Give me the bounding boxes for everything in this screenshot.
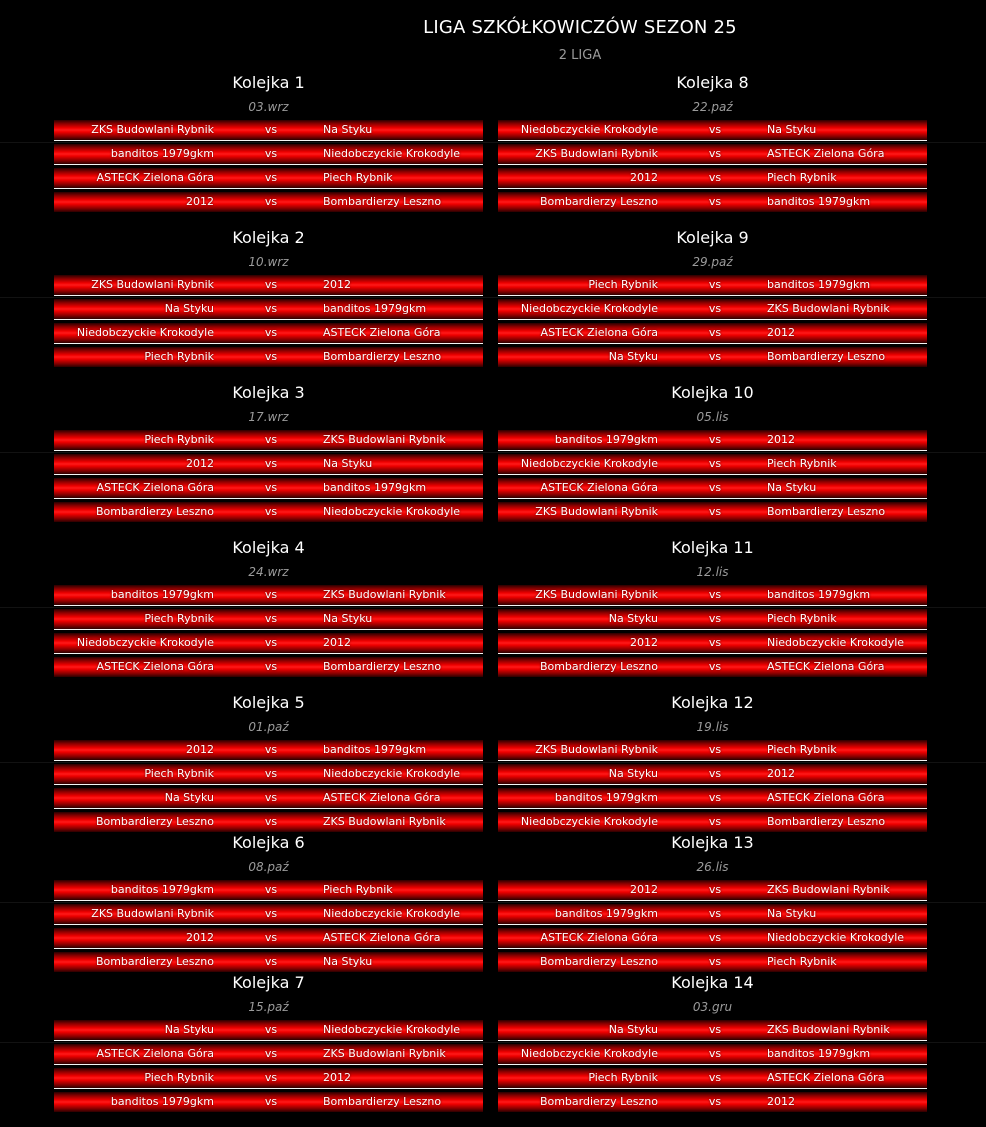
away-team: 2012	[767, 326, 795, 339]
round-block	[498, 380, 927, 525]
round-block	[54, 225, 483, 370]
vs-label: vs	[708, 791, 722, 804]
match-row	[498, 928, 927, 949]
vs-label: vs	[264, 147, 278, 160]
away-team: banditos 1979gkm	[767, 1047, 871, 1060]
match-row	[54, 633, 483, 654]
vs-label: vs	[264, 588, 278, 601]
vs-label: vs	[708, 457, 722, 470]
home-team: ASTECK Zielona Góra	[96, 660, 214, 673]
home-team: ASTECK Zielona Góra	[540, 326, 658, 339]
home-team: Bombardierzy Leszno	[95, 815, 214, 828]
vs-label: vs	[708, 955, 722, 968]
home-team: ASTECK Zielona Góra	[540, 481, 658, 494]
match-row	[54, 347, 483, 367]
round-block	[498, 225, 927, 370]
away-team: Niedobczyckie Krokodyle	[323, 1023, 461, 1036]
away-team: Bombardierzy Leszno	[767, 350, 886, 363]
home-team: Na Styku	[164, 1023, 214, 1036]
match-row	[54, 788, 483, 809]
away-team: Niedobczyckie Krokodyle	[323, 147, 461, 160]
match-row	[54, 454, 483, 475]
match-row	[54, 764, 483, 785]
match-row	[498, 1044, 927, 1065]
away-team: ASTECK Zielona Góra	[767, 1071, 885, 1084]
away-team: Bombardierzy Leszno	[323, 195, 442, 208]
vs-label: vs	[264, 1071, 278, 1084]
match-row	[54, 928, 483, 949]
home-team: ZKS Budowlani Rybnik	[91, 123, 214, 136]
match-row	[54, 120, 483, 141]
away-team: Piech Rybnik	[767, 457, 837, 470]
match-row	[54, 502, 483, 522]
home-team: ZKS Budowlani Rybnik	[91, 907, 214, 920]
round-date: 24.wrz	[248, 565, 289, 579]
vs-label: vs	[708, 883, 722, 896]
round-title: Kolejka 8	[676, 73, 749, 92]
away-team: Na Styku	[767, 123, 817, 136]
match-row	[498, 609, 927, 630]
match-row	[498, 1092, 927, 1112]
home-team: Piech Rybnik	[144, 433, 214, 446]
away-team: Na Styku	[767, 481, 817, 494]
match-row	[54, 168, 483, 189]
vs-label: vs	[264, 931, 278, 944]
home-team: Piech Rybnik	[588, 1071, 658, 1084]
match-row	[54, 952, 483, 972]
match-row	[54, 904, 483, 925]
vs-label: vs	[708, 1047, 722, 1060]
match-row	[54, 1020, 483, 1041]
vs-label: vs	[264, 660, 278, 673]
home-team: Na Styku	[608, 350, 658, 363]
vs-label: vs	[264, 1047, 278, 1060]
round-date: 22.paź	[692, 100, 733, 114]
vs-label: vs	[264, 636, 278, 649]
vs-label: vs	[264, 1095, 278, 1108]
away-team: 2012	[323, 636, 351, 649]
round-block	[54, 70, 483, 215]
vs-label: vs	[264, 278, 278, 291]
round-date: 15.paź	[248, 1000, 289, 1014]
home-team: Niedobczyckie Krokodyle	[76, 326, 214, 339]
away-team: Bombardierzy Leszno	[323, 350, 442, 363]
away-team: Bombardierzy Leszno	[767, 815, 886, 828]
away-team: Piech Rybnik	[767, 743, 837, 756]
away-team: Piech Rybnik	[323, 883, 393, 896]
vs-label: vs	[264, 302, 278, 315]
away-team: Piech Rybnik	[767, 171, 837, 184]
round-date: 01.paź	[248, 720, 289, 734]
match-row	[498, 192, 927, 212]
match-row	[54, 1068, 483, 1089]
vs-label: vs	[264, 350, 278, 363]
match-row	[54, 430, 483, 451]
vs-label: vs	[708, 931, 722, 944]
away-team: ASTECK Zielona Góra	[323, 931, 441, 944]
round-block	[498, 690, 927, 835]
away-team: banditos 1979gkm	[323, 743, 427, 756]
vs-label: vs	[708, 612, 722, 625]
vs-label: vs	[708, 302, 722, 315]
away-team: ASTECK Zielona Góra	[323, 791, 441, 804]
match-list	[54, 430, 483, 525]
vs-label: vs	[264, 767, 278, 780]
match-row	[54, 144, 483, 165]
home-team: ZKS Budowlani Rybnik	[91, 278, 214, 291]
vs-label: vs	[264, 481, 278, 494]
away-team: 2012	[767, 1095, 795, 1108]
home-team: banditos 1979gkm	[554, 791, 658, 804]
match-list	[498, 120, 927, 215]
round-title: Kolejka 6	[232, 833, 305, 852]
vs-label: vs	[264, 815, 278, 828]
away-team: ASTECK Zielona Góra	[767, 660, 885, 673]
away-team: Piech Rybnik	[767, 612, 837, 625]
away-team: Na Styku	[323, 123, 373, 136]
away-team: banditos 1979gkm	[767, 588, 871, 601]
match-row	[54, 299, 483, 320]
home-team: Piech Rybnik	[144, 767, 214, 780]
vs-label: vs	[708, 815, 722, 828]
vs-label: vs	[708, 636, 722, 649]
home-team: Bombardierzy Leszno	[95, 505, 214, 518]
match-row	[54, 1044, 483, 1065]
round-title: Kolejka 13	[671, 833, 754, 852]
round-date: 26.lis	[696, 860, 729, 874]
match-list	[498, 1020, 927, 1115]
vs-label: vs	[708, 433, 722, 446]
home-team: ASTECK Zielona Góra	[96, 171, 214, 184]
home-team: 2012	[630, 171, 658, 184]
vs-label: vs	[708, 278, 722, 291]
home-team: Bombardierzy Leszno	[539, 195, 658, 208]
round-title: Kolejka 2	[232, 228, 305, 247]
home-team: 2012	[630, 636, 658, 649]
home-team: ASTECK Zielona Góra	[96, 481, 214, 494]
away-team: Piech Rybnik	[323, 171, 393, 184]
away-team: Niedobczyckie Krokodyle	[767, 636, 905, 649]
match-row	[54, 740, 483, 761]
home-team: 2012	[186, 195, 214, 208]
away-team: Na Styku	[767, 907, 817, 920]
home-team: Bombardierzy Leszno	[539, 1095, 658, 1108]
away-team: 2012	[323, 278, 351, 291]
vs-label: vs	[708, 743, 722, 756]
match-row	[54, 657, 483, 677]
vs-label: vs	[264, 612, 278, 625]
away-team: 2012	[767, 433, 795, 446]
vs-label: vs	[264, 907, 278, 920]
round-date: 05.lis	[696, 410, 729, 424]
match-row	[498, 952, 927, 972]
round-title: Kolejka 5	[232, 693, 305, 712]
home-team: 2012	[186, 743, 214, 756]
away-team: Na Styku	[323, 955, 373, 968]
round-date: 03.wrz	[248, 100, 289, 114]
home-team: Piech Rybnik	[144, 612, 214, 625]
match-row	[498, 764, 927, 785]
away-team: 2012	[767, 767, 795, 780]
home-team: Bombardierzy Leszno	[539, 955, 658, 968]
match-row	[498, 144, 927, 165]
home-team: banditos 1979gkm	[110, 883, 214, 896]
home-team: ASTECK Zielona Góra	[540, 931, 658, 944]
match-row	[54, 585, 483, 606]
round-title: Kolejka 9	[676, 228, 749, 247]
away-team: ZKS Budowlani Rybnik	[323, 433, 446, 446]
match-row	[54, 1092, 483, 1112]
away-team: Na Styku	[323, 457, 373, 470]
away-team: ZKS Budowlani Rybnik	[323, 1047, 446, 1060]
match-list	[54, 120, 483, 215]
away-team: banditos 1979gkm	[323, 302, 427, 315]
match-row	[498, 880, 927, 901]
away-team: banditos 1979gkm	[767, 195, 871, 208]
away-team: Niedobczyckie Krokodyle	[767, 931, 905, 944]
round-block	[498, 535, 927, 680]
away-team: ZKS Budowlani Rybnik	[767, 883, 890, 896]
away-team: Niedobczyckie Krokodyle	[323, 907, 461, 920]
vs-label: vs	[264, 1023, 278, 1036]
away-team: Bombardierzy Leszno	[323, 660, 442, 673]
match-row	[54, 812, 483, 832]
page-title: LIGA SZKÓŁKOWICZÓW SEZON 25	[423, 17, 737, 38]
away-team: Na Styku	[323, 612, 373, 625]
match-list	[54, 740, 483, 835]
home-team: banditos 1979gkm	[110, 588, 214, 601]
match-row	[54, 609, 483, 630]
round-title: Kolejka 1	[232, 73, 305, 92]
home-team: banditos 1979gkm	[110, 147, 214, 160]
match-row	[498, 454, 927, 475]
match-row	[498, 740, 927, 761]
away-team: Niedobczyckie Krokodyle	[323, 505, 461, 518]
home-team: 2012	[630, 883, 658, 896]
vs-label: vs	[708, 1023, 722, 1036]
away-team: ASTECK Zielona Góra	[767, 147, 885, 160]
vs-label: vs	[708, 171, 722, 184]
vs-label: vs	[264, 326, 278, 339]
home-team: 2012	[186, 931, 214, 944]
away-team: ASTECK Zielona Góra	[323, 326, 441, 339]
home-team: Na Styku	[164, 791, 214, 804]
away-team: ASTECK Zielona Góra	[767, 791, 885, 804]
home-team: Niedobczyckie Krokodyle	[76, 636, 214, 649]
round-title: Kolejka 11	[671, 538, 754, 557]
match-list	[498, 740, 927, 835]
home-team: Na Styku	[164, 302, 214, 315]
home-team: Bombardierzy Leszno	[95, 955, 214, 968]
round-block	[498, 70, 927, 215]
home-team: Na Styku	[608, 1023, 658, 1036]
match-list	[54, 275, 483, 370]
vs-label: vs	[708, 588, 722, 601]
vs-label: vs	[708, 767, 722, 780]
round-block	[54, 690, 483, 835]
vs-label: vs	[708, 195, 722, 208]
vs-label: vs	[264, 457, 278, 470]
home-team: banditos 1979gkm	[110, 1095, 214, 1108]
home-team: Niedobczyckie Krokodyle	[520, 815, 658, 828]
away-team: Niedobczyckie Krokodyle	[323, 767, 461, 780]
round-title: Kolejka 4	[232, 538, 305, 557]
away-team: banditos 1979gkm	[323, 481, 427, 494]
home-team: 2012	[186, 457, 214, 470]
match-row	[54, 478, 483, 499]
vs-label: vs	[708, 481, 722, 494]
round-block	[54, 535, 483, 680]
home-team: banditos 1979gkm	[554, 907, 658, 920]
home-team: Bombardierzy Leszno	[539, 660, 658, 673]
vs-label: vs	[708, 1071, 722, 1084]
vs-label: vs	[264, 195, 278, 208]
round-block	[54, 380, 483, 525]
vs-label: vs	[708, 660, 722, 673]
match-list	[498, 430, 927, 525]
match-row	[498, 347, 927, 367]
match-row	[498, 430, 927, 451]
round-title: Kolejka 14	[671, 973, 754, 992]
match-list	[498, 585, 927, 680]
match-row	[498, 275, 927, 296]
vs-label: vs	[708, 907, 722, 920]
away-team: ZKS Budowlani Rybnik	[767, 1023, 890, 1036]
vs-label: vs	[264, 883, 278, 896]
vs-label: vs	[264, 743, 278, 756]
home-team: Piech Rybnik	[588, 278, 658, 291]
match-row	[498, 657, 927, 677]
vs-label: vs	[708, 147, 722, 160]
round-title: Kolejka 10	[671, 383, 754, 402]
round-title: Kolejka 3	[232, 383, 305, 402]
vs-label: vs	[264, 123, 278, 136]
match-row	[498, 168, 927, 189]
vs-label: vs	[708, 350, 722, 363]
round-block	[498, 830, 927, 975]
home-team: ZKS Budowlani Rybnik	[535, 743, 658, 756]
vs-label: vs	[708, 505, 722, 518]
home-team: ASTECK Zielona Góra	[96, 1047, 214, 1060]
match-row	[498, 502, 927, 522]
match-row	[498, 788, 927, 809]
vs-label: vs	[264, 505, 278, 518]
home-team: Piech Rybnik	[144, 1071, 214, 1084]
vs-label: vs	[708, 326, 722, 339]
vs-label: vs	[264, 171, 278, 184]
match-row	[498, 585, 927, 606]
round-title: Kolejka 7	[232, 973, 305, 992]
round-block	[54, 830, 483, 975]
round-date: 19.lis	[696, 720, 729, 734]
match-row	[498, 812, 927, 832]
home-team: ZKS Budowlani Rybnik	[535, 588, 658, 601]
away-team: ZKS Budowlani Rybnik	[323, 588, 446, 601]
match-row	[498, 1068, 927, 1089]
match-row	[498, 478, 927, 499]
away-team: Piech Rybnik	[767, 955, 837, 968]
match-row	[498, 299, 927, 320]
vs-label: vs	[708, 123, 722, 136]
away-team: ZKS Budowlani Rybnik	[767, 302, 890, 315]
round-date: 17.wrz	[248, 410, 289, 424]
away-team: ZKS Budowlani Rybnik	[323, 815, 446, 828]
away-team: banditos 1979gkm	[767, 278, 871, 291]
match-row	[54, 323, 483, 344]
round-date: 10.wrz	[248, 255, 289, 269]
round-date: 12.lis	[696, 565, 729, 579]
match-row	[498, 633, 927, 654]
match-list	[498, 880, 927, 975]
home-team: Na Styku	[608, 612, 658, 625]
match-row	[498, 120, 927, 141]
match-list	[54, 880, 483, 975]
round-title: Kolejka 12	[671, 693, 754, 712]
home-team: Niedobczyckie Krokodyle	[520, 1047, 658, 1060]
match-row	[498, 323, 927, 344]
round-date: 03.gru	[692, 1000, 733, 1014]
away-team: 2012	[323, 1071, 351, 1084]
away-team: Bombardierzy Leszno	[323, 1095, 442, 1108]
vs-label: vs	[708, 1095, 722, 1108]
home-team: Niedobczyckie Krokodyle	[520, 457, 658, 470]
match-list	[54, 1020, 483, 1115]
home-team: banditos 1979gkm	[554, 433, 658, 446]
vs-label: vs	[264, 791, 278, 804]
home-team: ZKS Budowlani Rybnik	[535, 505, 658, 518]
home-team: Niedobczyckie Krokodyle	[520, 302, 658, 315]
round-block	[498, 970, 927, 1115]
match-row	[54, 192, 483, 212]
round-block	[54, 970, 483, 1115]
match-list	[54, 585, 483, 680]
away-team: Bombardierzy Leszno	[767, 505, 886, 518]
match-list	[498, 275, 927, 370]
vs-label: vs	[264, 955, 278, 968]
match-row	[498, 1020, 927, 1041]
vs-label: vs	[264, 433, 278, 446]
home-team: ZKS Budowlani Rybnik	[535, 147, 658, 160]
home-team: Piech Rybnik	[144, 350, 214, 363]
round-date: 29.paź	[692, 255, 733, 269]
home-team: Na Styku	[608, 767, 658, 780]
match-row	[54, 275, 483, 296]
match-row	[54, 880, 483, 901]
home-team: Niedobczyckie Krokodyle	[520, 123, 658, 136]
round-date: 08.paź	[248, 860, 289, 874]
match-row	[498, 904, 927, 925]
league-subtitle: 2 LIGA	[558, 48, 602, 63]
